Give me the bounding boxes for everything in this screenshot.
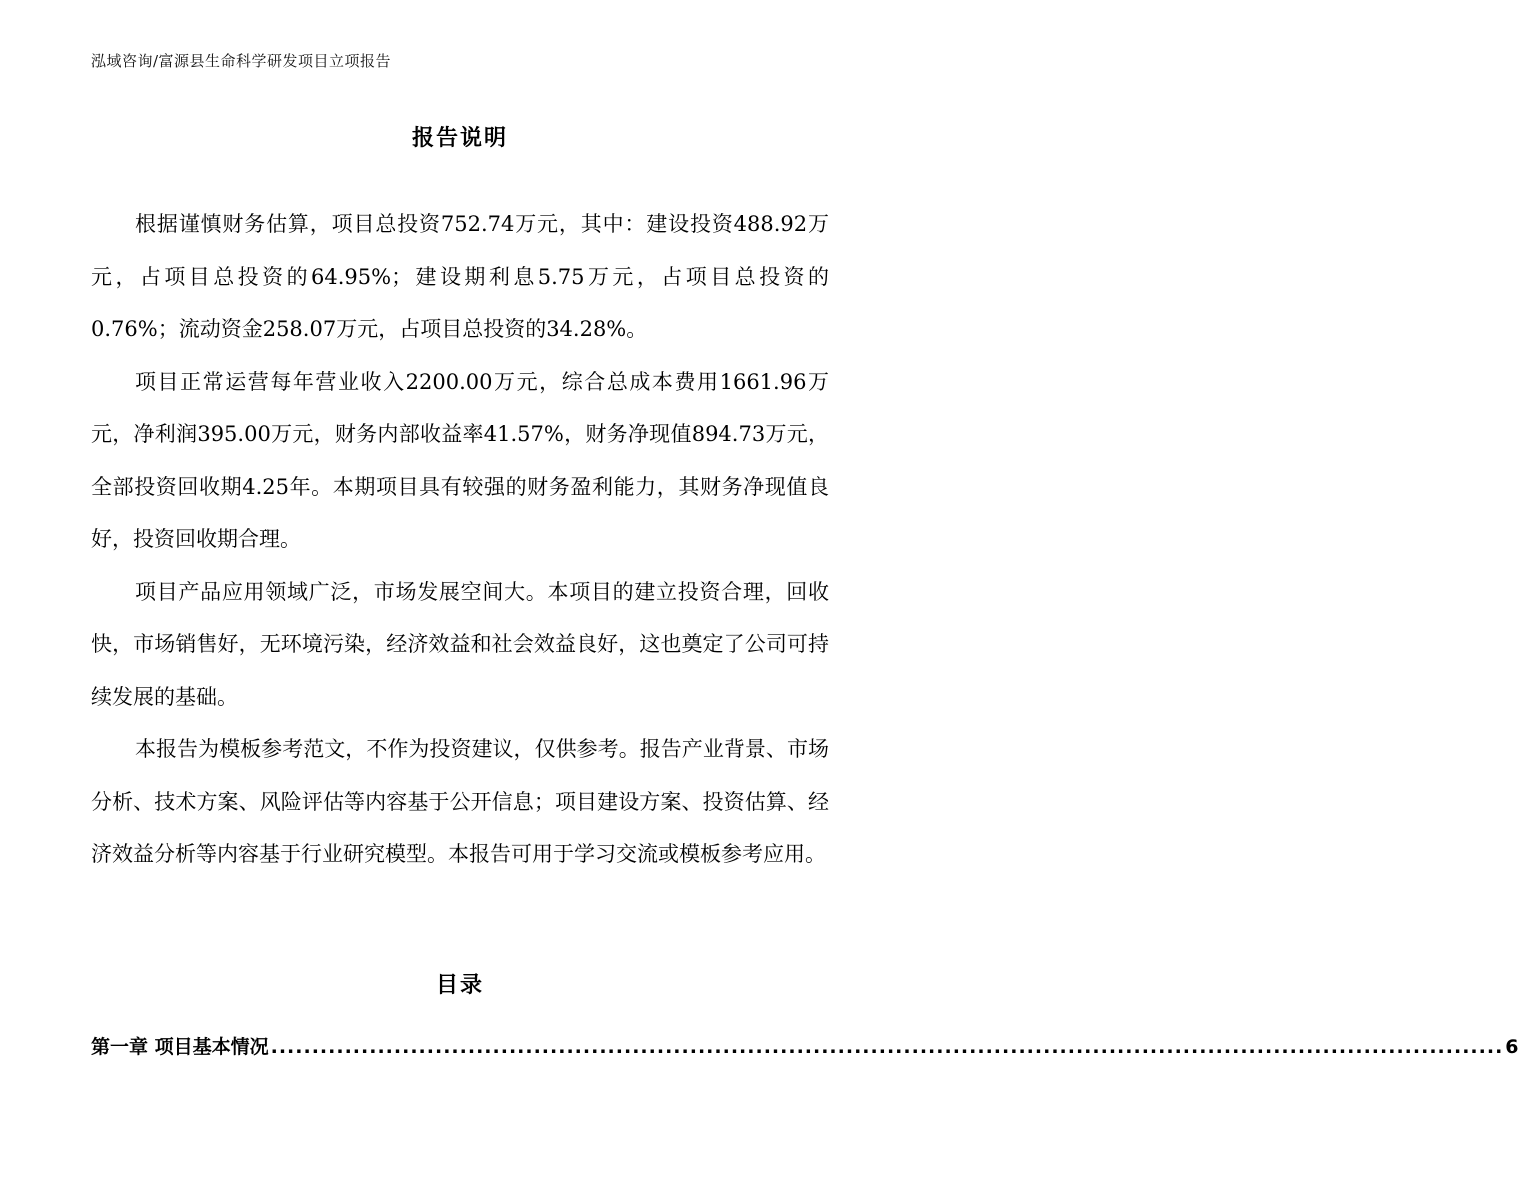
- toc-entry[interactable]: [91, 1032, 1519, 1059]
- toc-title: 目录: [435, 973, 484, 998]
- toc-leader-dots: ......................................................................................................................................................: [270, 1036, 1504, 1058]
- toc-entry-page: 6: [1505, 1036, 1519, 1058]
- paragraph-market: 项目产品应用领域广泛，市场发展空间大。本项目的建立投资合理，回收快，市场销售好，无环境污染，经济效益和社会效益良好，这也奠定了公司可持续发展的基础。: [91, 579, 829, 709]
- paragraph-investment: 根据谨慎财务估算，项目总投资752.74万元，其中：建设投资488.92万元，占项目总投资的64.95%；建设期利息5.75万元，占项目总投资的0.76%；流动资金258.07万元，占项目总投资的34.28%。: [91, 212, 829, 341]
- report-notes-body: [91, 198, 829, 881]
- paragraph-disclaimer: 本报告为模板参考范文，不作为投资建议，仅供参考。报告产业背景、市场分析、技术方案、风险评估等内容基于公开信息；项目建设方案、投资估算、经济效益分析等内容基于行业研究模型。本报告可用于学习交流或模板参考应用。: [91, 737, 829, 866]
- section-title: 报告说明: [411, 126, 508, 151]
- paragraph-financials: 项目正常运营每年营业收入2200.00万元，综合总成本费用1661.96万元，净利润395.00万元，财务内部收益率41.57%，财务净现值894.73万元，全部投资回收期4.25年。本期项目具有较强的财务盈利能力，其财务净现值良好，投资回收期合理。: [91, 369, 829, 551]
- toc-entry-label: 第一章 项目基本情况: [91, 1036, 269, 1058]
- running-header: 泓域咨询/富源县生命科学研发项目立项报告: [91, 52, 392, 70]
